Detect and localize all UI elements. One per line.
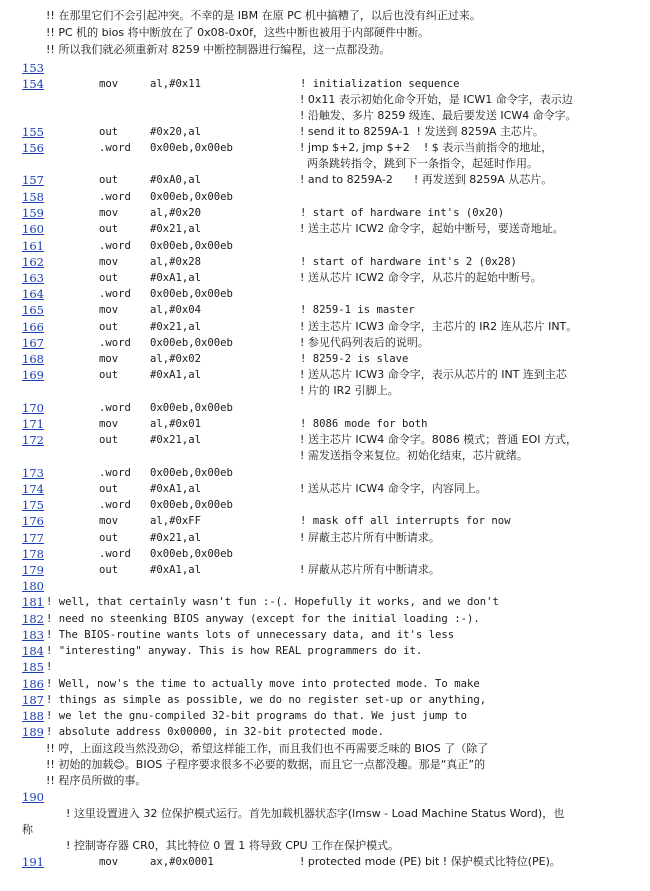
code-line <box>0 270 650 286</box>
line-number-link[interactable]: 175 <box>22 498 44 512</box>
instruction-operands: al,#0x04 <box>150 304 202 316</box>
inline-comment: ! 8086 mode for both <box>300 418 428 430</box>
line-number-link[interactable]: 153 <box>22 61 44 75</box>
code-line <box>0 205 650 221</box>
line-number-link[interactable]: 179 <box>22 563 44 577</box>
inline-comment: ! 送主芯片 ICW3 命令字，主芯片的 IR2 连从芯片 INT。 <box>300 320 578 333</box>
instruction-mnemonic: .word <box>99 240 131 252</box>
line-number-link[interactable]: 171 <box>22 417 44 431</box>
instruction-operands: 0x00eb,0x00eb <box>150 548 233 560</box>
comment-text: ! The BIOS-routine wants lots of unnecessary data, and it's less <box>46 629 455 641</box>
comment-continuation <box>0 773 650 789</box>
instruction-mnemonic: .word <box>99 288 131 300</box>
instruction-operands: #0xA1,al <box>150 483 202 495</box>
line-number-link[interactable]: 174 <box>22 482 44 496</box>
inline-comment: ! 送从芯片 ICW2 命令字，从芯片的起始中断号。 <box>300 271 542 284</box>
comment-text: 称 <box>22 823 33 836</box>
instruction-mnemonic: out <box>99 434 119 446</box>
code-line <box>0 416 650 432</box>
code-line <box>0 806 650 822</box>
instruction-mnemonic: mov <box>99 78 119 90</box>
inline-comment: ! initialization sequence <box>300 78 460 90</box>
inline-comment: ! 沿触发、多片 8259 级连、最后要发送 ICW4 命令字。 <box>300 109 577 122</box>
inline-comment: ! mask off all interrupts for now <box>300 515 511 527</box>
inline-comment: ! 需发送指令来复位。初始化结束，芯片就绪。 <box>300 449 528 462</box>
comment-text: ! things as simple as possible, we do no register set-up or anything, <box>46 694 487 706</box>
line-number-link[interactable]: 187 <box>22 693 44 707</box>
comment-text: ! "interesting" anyway. This is how REAL programmers do it. <box>46 645 423 657</box>
instruction-operands: 0x00eb,0x00eb <box>150 191 233 203</box>
comment-text: ! <box>46 661 53 673</box>
intro-note: !! 所以我们就必须重新对 8259 中断控制器进行编程，这一点都没劲。 <box>46 43 391 56</box>
line-number-link[interactable]: 178 <box>22 547 44 561</box>
inline-comment: ! start of hardware int's 2 (0x28) <box>300 256 517 268</box>
code-line <box>0 302 650 318</box>
instruction-operands: al,#0x28 <box>150 256 202 268</box>
code-line <box>0 60 650 76</box>
code-line <box>0 286 650 302</box>
code-line <box>0 578 650 594</box>
instruction-operands: al,#0x01 <box>150 418 202 430</box>
instruction-operands: 0x00eb,0x00eb <box>150 467 233 479</box>
comment-continuation <box>0 757 650 773</box>
line-number-link[interactable]: 182 <box>22 612 44 626</box>
comment-text: ! 这里设置进入 32 位保护模式运行。首先加载机器状态字(lmsw - Load Machine Status Word)，也 <box>66 807 565 820</box>
line-number-link[interactable]: 158 <box>22 190 44 204</box>
instruction-operands: 0x00eb,0x00eb <box>150 240 233 252</box>
instruction-mnemonic: mov <box>99 256 119 268</box>
line-number-link[interactable]: 185 <box>22 660 44 674</box>
code-line <box>0 659 650 675</box>
inline-comment: ! 送从芯片 ICW4 命令字，内容同上。 <box>300 482 487 495</box>
code-line <box>0 513 650 529</box>
line-number-link[interactable]: 173 <box>22 466 44 480</box>
line-number-link[interactable]: 183 <box>22 628 44 642</box>
line-number-link[interactable]: 167 <box>22 336 44 350</box>
instruction-mnemonic: .word <box>99 548 131 560</box>
instruction-mnemonic: mov <box>99 856 119 868</box>
line-number-link[interactable]: 154 <box>22 77 44 91</box>
code-line <box>0 351 650 367</box>
comment-continuation <box>0 92 650 108</box>
code-line <box>0 140 650 156</box>
code-line <box>0 562 650 578</box>
instruction-operands: 0x00eb,0x00eb <box>150 288 233 300</box>
instruction-mnemonic: .word <box>99 142 131 154</box>
code-line <box>0 822 650 838</box>
inline-comment: !! 初始的加载😊。BIOS 子程序要求很多不必要的数据，而且它一点都没趣。那是“真正”的 <box>46 758 486 771</box>
instruction-mnemonic: out <box>99 564 119 576</box>
intro-note: !! 在那里它们不会引起冲突。不幸的是 IBM 在原 PC 机中搞糟了，以后也没有纠正过来。 <box>46 9 481 22</box>
comment-continuation <box>0 448 650 464</box>
code-line <box>0 497 650 513</box>
inline-comment: ! 送主芯片 ICW2 命令字，起始中断号，要送奇地址。 <box>300 222 564 235</box>
line-number-link[interactable]: 176 <box>22 514 44 528</box>
line-number-link[interactable]: 161 <box>22 239 44 253</box>
comment-continuation <box>0 108 650 124</box>
inline-comment: 两条跳转指令，跳到下一条指令，起延时作用。 <box>300 157 538 170</box>
line-number-link[interactable]: 162 <box>22 255 44 269</box>
line-number-link[interactable]: 169 <box>22 368 44 382</box>
code-line <box>0 708 650 724</box>
intro-note: !! PC 机的 bios 将中断放在了 0x08-0x0f，这些中断也被用于内部硬件中断。 <box>46 26 429 39</box>
instruction-mnemonic: .word <box>99 191 131 203</box>
code-line <box>0 465 650 481</box>
instruction-mnemonic: .word <box>99 467 131 479</box>
line-number-link[interactable]: 156 <box>22 141 44 155</box>
line-number-link[interactable]: 188 <box>22 709 44 723</box>
line-number-link[interactable]: 160 <box>22 222 44 236</box>
instruction-mnemonic: mov <box>99 304 119 316</box>
instruction-operands: 0x00eb,0x00eb <box>150 337 233 349</box>
line-number-link[interactable]: 155 <box>22 125 44 139</box>
code-line <box>0 546 650 562</box>
instruction-mnemonic: .word <box>99 337 131 349</box>
instruction-mnemonic: .word <box>99 499 131 511</box>
code-line <box>0 789 650 805</box>
line-number-link[interactable]: 181 <box>22 595 44 609</box>
code-line <box>0 724 650 740</box>
code-line <box>0 854 650 870</box>
code-line <box>0 335 650 351</box>
inline-comment: ! jmp $+2, jmp $+2 ! $ 表示当前指令的地址， <box>300 141 553 154</box>
line-number-link[interactable]: 189 <box>22 725 44 739</box>
instruction-operands: #0x21,al <box>150 532 202 544</box>
comment-continuation <box>0 741 650 757</box>
instruction-operands: #0x21,al <box>150 434 202 446</box>
instruction-mnemonic: .word <box>99 402 131 414</box>
inline-comment: ! 屏蔽主芯片所有中断请求。 <box>300 531 440 544</box>
comment-text: ! 控制寄存器 CR0，其比特位 0 置 1 将导致 CPU 工作在保护模式。 <box>66 839 400 852</box>
instruction-operands: al,#0x20 <box>150 207 202 219</box>
instruction-operands: 0x00eb,0x00eb <box>150 499 233 511</box>
inline-comment: ! send it to 8259A-1 ! 发送到 8259A 主芯片。 <box>300 125 544 138</box>
line-number-link[interactable]: 172 <box>22 433 44 447</box>
code-line <box>0 432 650 448</box>
instruction-operands: 0x00eb,0x00eb <box>150 142 233 154</box>
instruction-operands: al,#0x11 <box>150 78 202 90</box>
inline-comment: ! 屏蔽从芯片所有中断请求。 <box>300 563 440 576</box>
inline-comment: ! 0x11 表示初始化命令开始，是 ICW1 命令字，表示边 <box>300 93 573 106</box>
line-number-link[interactable]: 168 <box>22 352 44 366</box>
code-line <box>0 221 650 237</box>
line-number-link[interactable]: 184 <box>22 644 44 658</box>
code-line <box>0 189 650 205</box>
instruction-operands: #0xA0,al <box>150 174 202 186</box>
code-line <box>0 676 650 692</box>
inline-comment: ! 8259-1 is master <box>300 304 415 316</box>
code-line <box>0 692 650 708</box>
instruction-operands: #0xA1,al <box>150 564 202 576</box>
line-number-link[interactable]: 177 <box>22 531 44 545</box>
instruction-operands: al,#0x02 <box>150 353 202 365</box>
inline-comment: ! 片的 IR2 引脚上。 <box>300 384 399 397</box>
code-line <box>0 838 650 854</box>
instruction-operands: #0x21,al <box>150 321 202 333</box>
code-line <box>0 611 650 627</box>
inline-comment: ! 8259-2 is slave <box>300 353 409 365</box>
instruction-mnemonic: out <box>99 223 119 235</box>
comment-continuation <box>0 156 650 172</box>
comment-text: ! we let the gnu-compiled 32-bit programs do that. We just jump to <box>46 710 467 722</box>
instruction-operands: ax,#0x0001 <box>150 856 214 868</box>
instruction-mnemonic: mov <box>99 515 119 527</box>
instruction-mnemonic: mov <box>99 418 119 430</box>
code-line <box>0 254 650 270</box>
line-number-link[interactable]: 170 <box>22 401 44 415</box>
code-line <box>0 238 650 254</box>
inline-comment: !! 程序员所做的事。 <box>46 774 147 787</box>
line-number-link[interactable]: 165 <box>22 303 44 317</box>
code-line <box>0 124 650 140</box>
instruction-mnemonic: mov <box>99 353 119 365</box>
comment-text: ! well, that certainly wasn't fun :-(. Hopefully it works, and we don't <box>46 596 499 608</box>
code-line <box>0 643 650 659</box>
line-number-link[interactable]: 191 <box>22 855 44 869</box>
inline-comment: ! start of hardware int's (0x20) <box>300 207 505 219</box>
inline-comment: ! 参见代码列表后的说明。 <box>300 336 429 349</box>
line-number-link[interactable]: 157 <box>22 173 44 187</box>
code-line <box>0 530 650 546</box>
inline-comment: ! protected mode (PE) bit ! 保护模式比特位(PE)。 <box>300 855 561 868</box>
line-number-link[interactable]: 166 <box>22 320 44 334</box>
comment-text: ! absolute address 0x00000, in 32-bit protected mode. <box>46 726 385 738</box>
comment-text: ! need no steenking BIOS anyway (except for the initial loading :-). <box>46 613 480 625</box>
line-number-link[interactable]: 164 <box>22 287 44 301</box>
inline-comment: ! 送从芯片 ICW3 命令字，表示从芯片的 INT 连到主芯 <box>300 368 567 381</box>
instruction-mnemonic: out <box>99 126 119 138</box>
instruction-mnemonic: mov <box>99 207 119 219</box>
comment-continuation <box>0 383 650 399</box>
code-line <box>0 319 650 335</box>
instruction-operands: al,#0xFF <box>150 515 202 527</box>
instruction-operands: #0xA1,al <box>150 272 202 284</box>
instruction-operands: #0x20,al <box>150 126 202 138</box>
code-line <box>0 627 650 643</box>
line-number-link[interactable]: 159 <box>22 206 44 220</box>
instruction-mnemonic: out <box>99 483 119 495</box>
instruction-mnemonic: out <box>99 532 119 544</box>
instruction-mnemonic: out <box>99 369 119 381</box>
inline-comment: ! and to 8259A-2 ! 再发送到 8259A 从芯片。 <box>300 173 553 186</box>
line-number-link[interactable]: 190 <box>22 790 44 804</box>
inline-comment: !! 哼，上面这段当然没劲😕，希望这样能工作，而且我们也不再需要乏味的 BIOS 了（除了 <box>46 742 489 755</box>
line-number-link[interactable]: 163 <box>22 271 44 285</box>
code-line <box>0 400 650 416</box>
line-number-link[interactable]: 186 <box>22 677 44 691</box>
line-number-link[interactable]: 180 <box>22 579 44 593</box>
instruction-mnemonic: out <box>99 174 119 186</box>
instruction-mnemonic: out <box>99 272 119 284</box>
instruction-operands: #0xA1,al <box>150 369 202 381</box>
inline-comment: ! 送主芯片 ICW4 命令字。8086 模式；普通 EOI 方式， <box>300 433 578 446</box>
code-line <box>0 172 650 188</box>
instruction-operands: 0x00eb,0x00eb <box>150 402 233 414</box>
code-line <box>0 76 650 92</box>
instruction-mnemonic: out <box>99 321 119 333</box>
code-line <box>0 367 650 383</box>
code-line <box>0 481 650 497</box>
comment-text: ! Well, now's the time to actually move into protected mode. To make <box>46 678 480 690</box>
code-line <box>0 594 650 610</box>
instruction-operands: #0x21,al <box>150 223 202 235</box>
